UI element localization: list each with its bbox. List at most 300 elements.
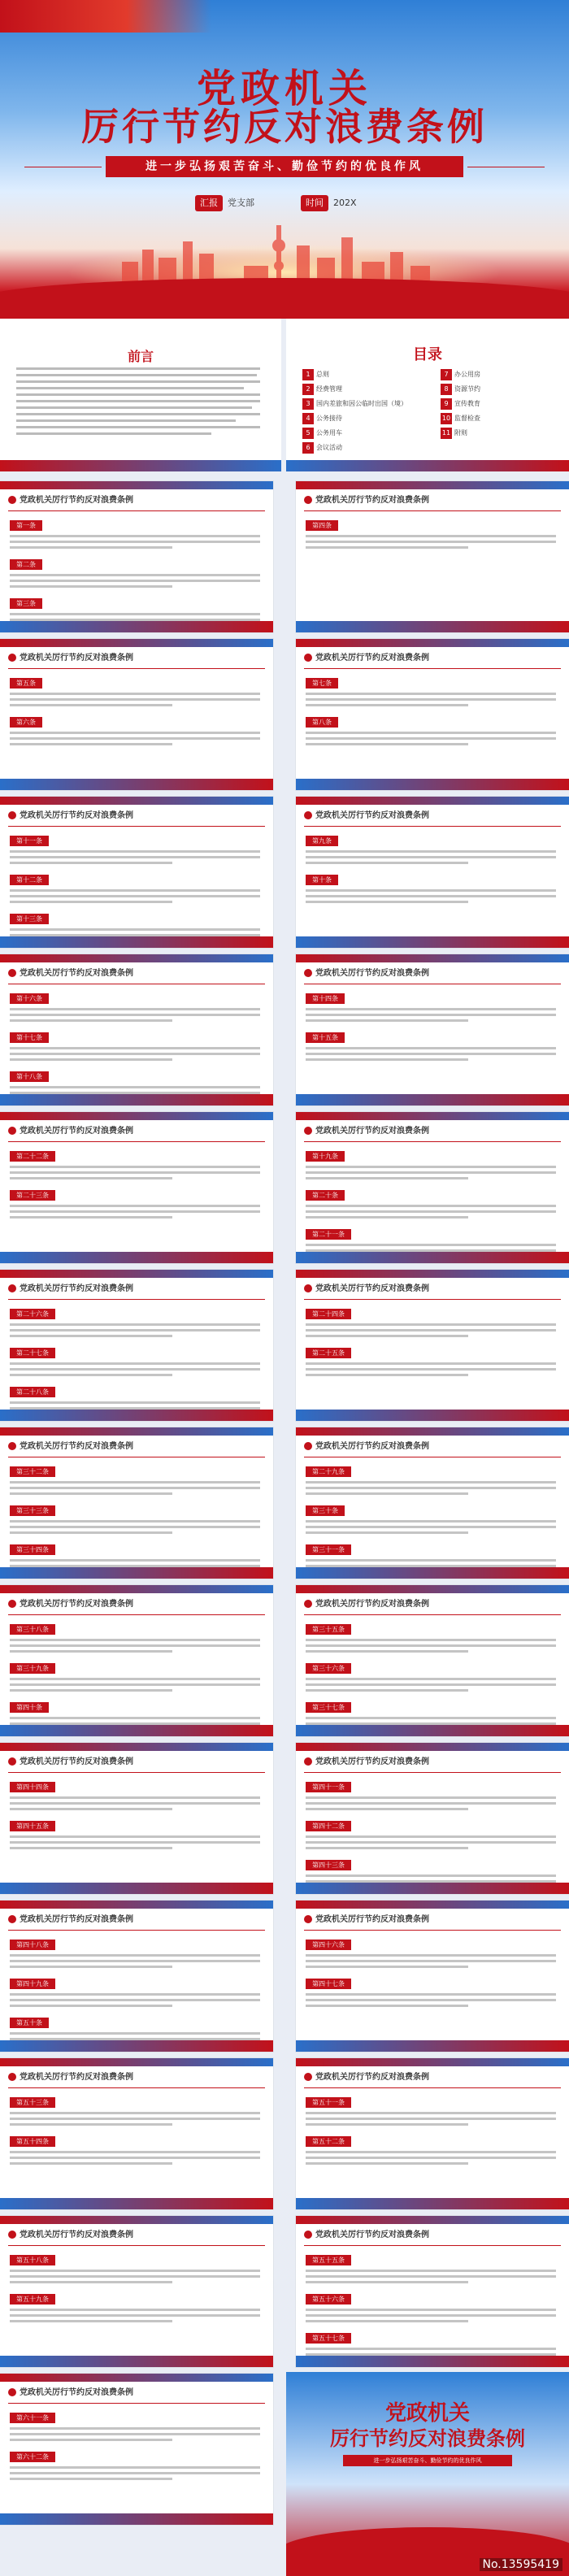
slide-header-text: 党政机关厉行节约反对浪费条例	[20, 654, 133, 662]
article-text-lines	[306, 1518, 558, 1536]
header-rule	[304, 1141, 561, 1142]
text-line	[306, 1520, 556, 1523]
text-line	[306, 1683, 556, 1686]
header-rule	[8, 2403, 265, 2404]
article-chip: 第十九条	[306, 1151, 345, 1162]
article-text-lines	[10, 1006, 262, 1024]
toc-item[interactable]	[302, 413, 342, 424]
slide-top-bar	[296, 1270, 569, 1278]
header-rule	[304, 1772, 561, 1773]
slide-body	[10, 1619, 263, 1736]
text-line	[10, 1216, 172, 1218]
text-line	[306, 1835, 556, 1838]
text-line	[306, 1717, 556, 1719]
text-line	[10, 2466, 260, 2469]
text-line	[10, 1323, 260, 1326]
text-line	[306, 2005, 468, 2007]
slide-bottom-bar	[296, 1410, 569, 1421]
toc-num: 1	[302, 369, 314, 380]
text-line	[10, 1047, 260, 1049]
toc-label: 办公用房	[454, 371, 480, 378]
text-line	[306, 1362, 556, 1365]
text-line	[10, 1835, 260, 1838]
slide-top-bar	[0, 1270, 273, 1278]
article-chip: 第五十四条	[10, 2136, 55, 2147]
slide-bottom-bar	[296, 936, 569, 948]
time-label: 时间	[301, 195, 328, 211]
text-line	[10, 1166, 260, 1168]
text-line	[306, 1847, 468, 1849]
slide-header-text: 党政机关厉行节约反对浪费条例	[315, 2073, 429, 2082]
slide-header-text: 党政机关厉行节约反对浪费条例	[20, 1284, 133, 1293]
article-text-lines	[10, 730, 262, 748]
slide-panel	[0, 481, 273, 632]
toc-item[interactable]	[302, 369, 329, 380]
bullet-icon	[8, 1127, 16, 1135]
header-rule	[304, 1299, 561, 1300]
article-chip: 第五十一条	[306, 2097, 351, 2108]
article-text-lines	[306, 1992, 558, 2009]
slide-top-bar	[0, 1112, 273, 1120]
slide-panel	[0, 954, 273, 1106]
article-text-lines	[10, 2426, 262, 2444]
slide-panel	[0, 2374, 273, 2525]
article-chip: 第二十一条	[306, 1229, 351, 1240]
article-text-lines	[10, 1361, 262, 1379]
slide-body	[10, 1777, 263, 1855]
bullet-icon	[304, 1600, 312, 1608]
slide-panel	[0, 2216, 273, 2367]
article-text-lines	[306, 2268, 558, 2286]
article-chip: 第二十四条	[306, 1309, 351, 1319]
slide-header	[304, 966, 429, 982]
article-text-lines	[306, 1361, 558, 1379]
text-line	[306, 2123, 468, 2126]
toc-item[interactable]	[441, 398, 480, 410]
toc-label: 会议活动	[316, 444, 342, 451]
slide-top-bar	[296, 1427, 569, 1436]
text-line	[10, 1171, 260, 1174]
text-line	[306, 1678, 556, 1680]
slide-top-bar	[296, 1743, 569, 1751]
text-line	[306, 1008, 556, 1010]
slide-header-text: 党政机关厉行节约反对浪费条例	[315, 969, 429, 978]
text-line	[306, 693, 556, 695]
slide-body	[10, 2092, 263, 2170]
slide-panel	[296, 1112, 569, 1263]
text-line	[10, 1177, 172, 1179]
slide-header	[304, 1281, 429, 1297]
text-line	[10, 1058, 172, 1061]
text-line	[306, 1999, 556, 2001]
slide-panel	[0, 1585, 273, 1736]
slide-top-bar	[296, 639, 569, 647]
watermark: No.13595419	[480, 2558, 563, 2571]
slide-bottom-bar	[0, 1252, 273, 1263]
bullet-icon	[8, 811, 16, 819]
header-rule	[304, 826, 561, 827]
article-chip: 第二十三条	[10, 1190, 55, 1201]
article-text-lines	[10, 2149, 262, 2167]
text-line	[306, 1177, 468, 1179]
text-line	[306, 1650, 468, 1653]
article-text-lines	[10, 888, 262, 906]
bullet-icon	[8, 1442, 16, 1450]
bullet-icon	[304, 1442, 312, 1450]
article-text-lines	[306, 2149, 558, 2167]
text-line	[306, 737, 556, 740]
article-chip: 第三十八条	[10, 1624, 55, 1635]
slide-header-text: 党政机关厉行节约反对浪费条例	[315, 2231, 429, 2239]
time-meta	[301, 195, 357, 211]
slide-body	[306, 1777, 559, 1894]
text-line	[10, 1683, 260, 1686]
text-line	[10, 535, 260, 537]
slide-bottom-bar	[0, 779, 273, 790]
slide-panel	[296, 954, 569, 1106]
slide-header	[304, 1439, 429, 1455]
bullet-icon	[8, 1600, 16, 1608]
slide-body	[10, 1146, 263, 1224]
slide-header	[8, 2385, 133, 2401]
text-line	[306, 1954, 556, 1957]
text-line	[10, 585, 172, 588]
header-rule	[8, 1772, 265, 1773]
text-line	[10, 1368, 260, 1371]
article-chip: 第三条	[10, 598, 42, 609]
text-line	[10, 1954, 260, 1957]
slide-body	[10, 831, 263, 948]
slide-bottom-bar	[296, 1094, 569, 1106]
article-text-lines	[10, 2268, 262, 2286]
toc-label: 资源节约	[454, 385, 480, 393]
closing-slide	[286, 2372, 569, 2576]
text-line	[10, 1644, 260, 1647]
slide-panel	[0, 797, 273, 948]
text-line	[306, 546, 468, 549]
header-rule	[8, 826, 265, 827]
slide-bottom-bar	[296, 1883, 569, 1894]
slide-panel	[296, 1427, 569, 1579]
slide-header-text: 党政机关厉行节约反对浪费条例	[20, 2073, 133, 2082]
text-line	[306, 2162, 468, 2165]
text-line	[10, 1993, 260, 1996]
text-line	[10, 1678, 260, 1680]
slide-bottom-bar	[296, 2040, 569, 2052]
slide-body	[306, 1146, 559, 1263]
article-text-lines	[10, 849, 262, 867]
article-chip: 第二十二条	[10, 1151, 55, 1162]
article-text-lines	[306, 888, 558, 906]
text-line	[10, 850, 260, 853]
bullet-icon	[304, 1284, 312, 1292]
text-line	[10, 2118, 260, 2120]
text-line	[10, 2320, 172, 2322]
toc-num: 5	[302, 428, 314, 439]
slide-header-text: 党政机关厉行节约反对浪费条例	[315, 1600, 429, 1609]
text-line	[10, 2270, 260, 2272]
cover-slide	[0, 0, 569, 319]
toc-slide	[286, 319, 569, 471]
slide-header-text: 党政机关厉行节约反对浪费条例	[315, 811, 429, 820]
text-line	[10, 1650, 172, 1653]
slide-panel	[296, 2216, 569, 2367]
article-text-lines	[306, 1203, 558, 1221]
article-chip: 第四十二条	[306, 1821, 351, 1831]
slide-header	[304, 2227, 429, 2244]
text-line	[10, 895, 260, 897]
article-chip: 第十一条	[10, 836, 49, 846]
article-chip: 第四十八条	[10, 1940, 55, 1950]
slide-body	[306, 988, 559, 1066]
article-text-lines	[10, 1795, 262, 1813]
slide-header	[8, 1596, 133, 1613]
preface-bottom-bar	[0, 460, 281, 471]
slide-top-bar	[0, 481, 273, 489]
slide-panel	[0, 1112, 273, 1263]
article-chip: 第四十一条	[306, 1782, 351, 1792]
toc-num: 11	[441, 428, 452, 439]
slide-bottom-bar	[296, 621, 569, 632]
article-chip: 第二十五条	[306, 1348, 351, 1358]
text-line	[10, 1717, 260, 1719]
slide-header	[8, 1439, 133, 1455]
header-rule	[8, 2087, 265, 2088]
slide-header-text: 党政机关厉行节约反对浪费条例	[20, 811, 133, 820]
time-value: 202X	[333, 198, 357, 208]
toc-num: 3	[302, 398, 314, 410]
article-chip: 第十五条	[306, 1032, 345, 1043]
header-rule	[8, 2245, 265, 2246]
article-chip: 第四十五条	[10, 1821, 55, 1831]
article-text-lines	[10, 1992, 262, 2009]
text-line	[10, 541, 260, 543]
slide-bottom-bar	[0, 1410, 273, 1421]
toc-item[interactable]	[441, 428, 467, 439]
text-line	[10, 2439, 172, 2441]
text-line	[10, 1796, 260, 1799]
article-chip: 第三十三条	[10, 1505, 55, 1516]
slide-header-text: 党政机关厉行节约反对浪费条例	[315, 1915, 429, 1924]
article-chip: 第十七条	[10, 1032, 49, 1043]
article-text-lines	[306, 2307, 558, 2325]
article-chip: 第八条	[306, 717, 338, 728]
article-chip: 第四十七条	[306, 1979, 351, 1989]
slide-header-text: 党政机关厉行节约反对浪费条例	[20, 969, 133, 978]
toc-num: 8	[441, 384, 452, 395]
toc-label: 附则	[454, 429, 467, 437]
toc-item[interactable]	[302, 384, 342, 395]
text-line	[10, 1526, 260, 1528]
slide-body	[10, 1304, 263, 1421]
text-line	[306, 1808, 468, 1810]
text-line	[10, 1960, 260, 1962]
bullet-icon	[8, 2388, 16, 2396]
slide-top-bar	[296, 1585, 569, 1593]
slide-top-bar	[0, 639, 273, 647]
slide-bottom-bar	[0, 621, 273, 632]
header-rule	[8, 1614, 265, 1615]
article-text-lines	[306, 1676, 558, 1694]
slide-body	[306, 2092, 559, 2170]
text-line	[306, 1481, 556, 1483]
slide-header	[8, 1912, 133, 1928]
text-line	[10, 2281, 172, 2283]
slide-header	[304, 1123, 429, 1140]
text-line	[10, 1492, 172, 1495]
slide-body	[10, 1935, 263, 2052]
text-line	[306, 1166, 556, 1168]
slide-top-bar	[0, 1585, 273, 1593]
toc-num: 2	[302, 384, 314, 395]
text-line	[306, 1960, 556, 1962]
text-line	[10, 1210, 260, 1213]
article-chip: 第四十条	[10, 1702, 49, 1713]
article-text-lines	[306, 691, 558, 709]
slide-top-bar	[0, 954, 273, 962]
text-line	[10, 2005, 172, 2007]
slide-top-bar	[296, 954, 569, 962]
slide-panel	[0, 1427, 273, 1579]
text-line	[10, 1086, 260, 1088]
slide-header	[8, 808, 133, 824]
text-line	[10, 1401, 260, 1404]
slide-bottom-bar	[0, 1883, 273, 1894]
text-line	[306, 1171, 556, 1174]
toc-item[interactable]	[441, 369, 480, 380]
reporter-meta	[195, 195, 254, 211]
slide-bottom-bar	[0, 1725, 273, 1736]
article-text-lines	[306, 1637, 558, 1655]
slide-body	[10, 988, 263, 1106]
bullet-icon	[304, 654, 312, 662]
text-line	[10, 2478, 172, 2480]
text-line	[306, 1644, 556, 1647]
text-line	[306, 1019, 468, 1022]
toc-item[interactable]	[302, 398, 407, 410]
text-line	[306, 1368, 556, 1371]
toc-num: 7	[441, 369, 452, 380]
header-rule	[304, 1614, 561, 1615]
toc-item[interactable]	[302, 442, 342, 454]
text-line	[10, 704, 172, 706]
article-text-lines	[306, 1164, 558, 1182]
preface-text-block	[16, 351, 265, 461]
header-rule	[8, 510, 265, 511]
article-text-lines	[306, 533, 558, 551]
bullet-icon	[304, 2231, 312, 2239]
header-rule	[304, 1930, 561, 1931]
text-line	[10, 732, 260, 734]
toc-label: 公务接待	[316, 415, 342, 422]
article-text-lines	[10, 1203, 262, 1221]
article-chip: 第四条	[306, 520, 338, 531]
slide-panel	[296, 481, 569, 632]
text-line	[306, 698, 556, 701]
toc-item[interactable]	[441, 384, 480, 395]
text-line	[306, 1966, 468, 1968]
cover-title-line1: 党政机关	[196, 66, 372, 111]
text-line	[10, 1559, 260, 1562]
slide-panel	[0, 2058, 273, 2209]
article-text-lines	[10, 1479, 262, 1497]
slide-header	[304, 493, 429, 509]
text-line	[306, 1335, 468, 1337]
text-line	[306, 1053, 556, 1055]
article-text-lines	[306, 2110, 558, 2128]
slide-top-bar	[0, 2374, 273, 2382]
slide-body	[306, 1462, 559, 1579]
text-line	[10, 2151, 260, 2153]
slide-header-text: 党政机关厉行节约反对浪费条例	[315, 1284, 429, 1293]
article-chip: 第三十条	[306, 1505, 345, 1516]
slide-panel	[296, 1901, 569, 2052]
article-chip: 第五十条	[10, 2018, 49, 2028]
toc-item[interactable]	[441, 413, 480, 424]
text-line	[10, 580, 260, 582]
article-chip: 第三十九条	[10, 1663, 55, 1674]
text-line	[306, 1526, 556, 1528]
article-text-lines	[10, 691, 262, 709]
slide-header	[8, 650, 133, 667]
article-text-lines	[10, 2110, 262, 2128]
slide-header-text: 党政机关厉行节约反对浪费条例	[20, 2231, 133, 2239]
text-line	[306, 1874, 556, 1877]
article-text-lines	[306, 1479, 558, 1497]
article-text-lines	[306, 730, 558, 748]
text-line	[306, 1014, 556, 1016]
text-line	[306, 1058, 468, 1061]
slide-header-text: 党政机关厉行节约反对浪费条例	[315, 1127, 429, 1136]
cover-title-line2: 厉行节约反对浪费条例	[81, 105, 488, 149]
article-text-lines	[10, 1164, 262, 1182]
slide-body	[10, 1462, 263, 1579]
slide-header	[8, 1281, 133, 1297]
article-chip: 第二十六条	[10, 1309, 55, 1319]
text-line	[306, 1205, 556, 1207]
article-text-lines	[10, 1045, 262, 1063]
text-line	[306, 856, 556, 858]
text-line	[306, 2157, 556, 2159]
article-chip: 第三十四条	[10, 1544, 55, 1555]
toc-item[interactable]	[302, 428, 342, 439]
article-chip: 第二十八条	[10, 1387, 55, 1397]
slide-panel	[296, 1270, 569, 1421]
header-rule	[8, 1141, 265, 1142]
text-line	[10, 2433, 260, 2435]
preface-slide	[0, 319, 281, 471]
text-line	[10, 2427, 260, 2430]
slide-header-text: 党政机关厉行节约反对浪费条例	[315, 654, 429, 662]
text-line	[306, 1244, 556, 1246]
text-line	[306, 1323, 556, 1326]
text-line	[306, 732, 556, 734]
text-line	[10, 1008, 260, 1010]
article-chip: 第二十七条	[10, 1348, 55, 1358]
slide-header	[304, 1912, 429, 1928]
bullet-icon	[8, 2073, 16, 2081]
article-text-lines	[10, 533, 262, 551]
slide-panel	[296, 2058, 569, 2209]
slide-header-text: 党政机关厉行节约反对浪费条例	[20, 2388, 133, 2397]
slide-top-bar	[296, 1901, 569, 1909]
slide-header	[304, 2070, 429, 2086]
bullet-icon	[8, 969, 16, 977]
article-chip: 第十三条	[10, 914, 49, 924]
article-text-lines	[10, 1834, 262, 1852]
text-line	[306, 1796, 556, 1799]
slide-header-text: 党政机关厉行节约反对浪费条例	[315, 1442, 429, 1451]
